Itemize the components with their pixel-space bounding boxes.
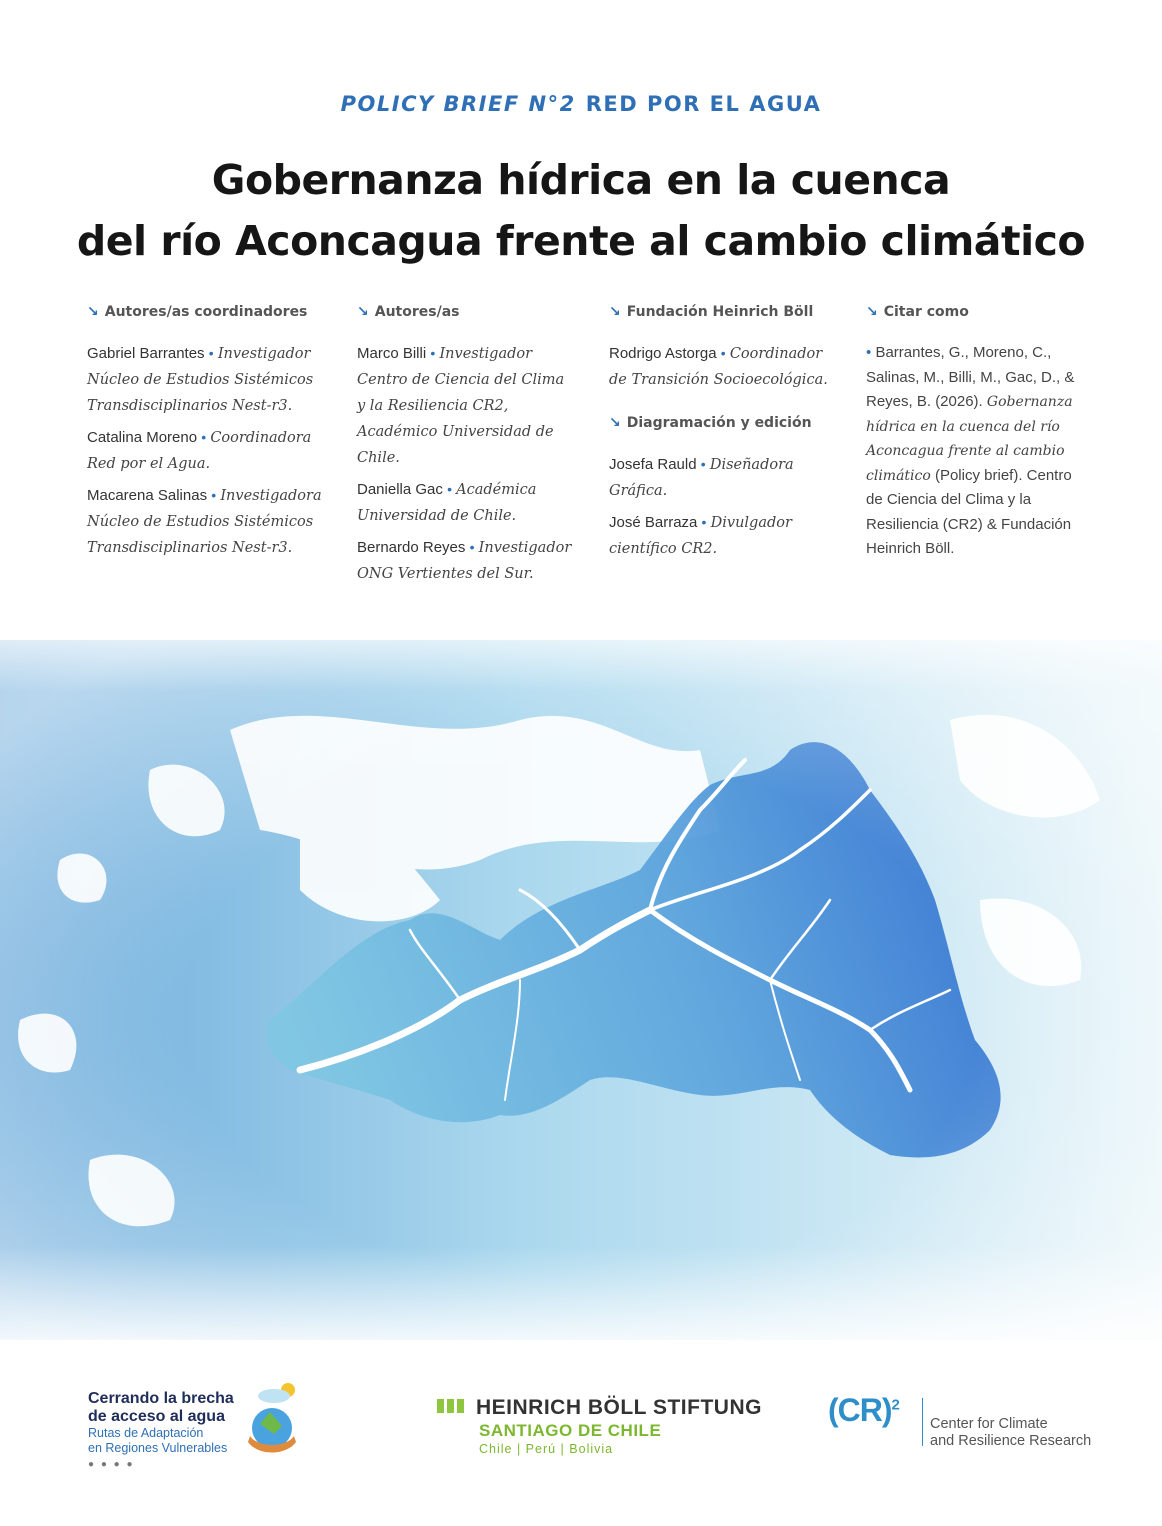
cr2-logo: (CR)$^2$ Center for Climate and Resilience Research [828, 1392, 1092, 1449]
south-east-arrow-icon: ↘ [609, 415, 621, 431]
coordinators-column [87, 304, 332, 567]
author-entry: Gabriel Barrantes • Investigador Núcleo de Estudios Sistémicos Transdisciplinarios Nest-r3. [87, 345, 314, 414]
south-east-arrow-icon: ↘ [87, 304, 99, 320]
foundation-column [609, 304, 834, 568]
author-entry: Marco Billi • Investigador Centro de Ciencia del Clima y la Resiliencia CR2, Académico Universidad de Chile. [357, 345, 565, 466]
foundation-heading: ↘ Fundación Heinrich Böll [609, 304, 814, 320]
partner-logos [0, 1370, 1162, 1490]
author-entry: Daniella Gac • Académica Universidad de Chile. [357, 481, 537, 524]
south-east-arrow-icon: ↘ [609, 304, 621, 320]
cite-heading: ↘ Citar como [866, 304, 969, 320]
cite-column [866, 304, 1081, 562]
title-line-2: del río Aconcagua frente al cambio climático [76, 217, 1086, 265]
author-entry: Bernardo Reyes • Investigador ONG Vertientes del Sur. [357, 539, 572, 582]
author-entry: José Barraza • Divulgador científico CR2. [609, 514, 792, 557]
bullet-dot-icon: • [211, 487, 217, 503]
page-title [0, 150, 1162, 272]
bullet-dot-icon: • [201, 429, 207, 445]
bullet-dot-icon: • [208, 345, 214, 361]
brecha-logo: Cerrando la brecha de acceso al agua Rutas de Adaptación en Regiones Vulnerables ● ● ● ● [88, 1390, 234, 1470]
kicker [0, 92, 1162, 116]
author-entry: Josefa Rauld • Diseñadora Gráfica. [609, 456, 794, 499]
citation-work-title: Gobernanza hídrica en la cuenca del río Aconcagua frente al cambio climático [866, 394, 1073, 484]
kicker-org: RED POR EL AGUA [585, 92, 822, 116]
design-heading: ↘ Diagramación y edición [609, 415, 812, 431]
boell-logo: HEINRICH BÖLL STIFTUNG SANTIAGO DE CHILE Chile | Perú | Bolivia [437, 1396, 762, 1456]
bullet-dot-icon: • [701, 514, 707, 530]
aconcagua-basin-map [0, 600, 1162, 1360]
south-east-arrow-icon: ↘ [866, 304, 878, 320]
flags-icon: ● ● ● ● [88, 1459, 135, 1470]
bullet-dot-icon: • [866, 344, 872, 361]
authors-heading: ↘ Autores/as [357, 304, 460, 320]
authors-column [357, 304, 575, 593]
bullet-dot-icon: • [720, 345, 726, 361]
author-entry: Rodrigo Astorga • Coordinador de Transición Socioecológica. [609, 345, 828, 388]
kicker-series: POLICY BRIEF N°2 [340, 92, 576, 116]
author-entry: Catalina Moreno • Coordinadora Red por el Agua. [87, 429, 312, 472]
globe-hands-icon [230, 1376, 310, 1456]
south-east-arrow-icon: ↘ [357, 304, 369, 320]
citation-text: • Barrantes, G., Moreno, C., Salinas, M., Billi, M., Gac, D., & Reyes, B. (2026). Gobernanza hídrica en la cuenca del río Aconcagua frente al cambio climático (Policy brief). Centro de Ciencia del Clima y la Resiliencia (CR2) & Fundación Heinrich Böll. [866, 344, 1075, 557]
title-line-1: Gobernanza hídrica en la cuenca [211, 156, 951, 204]
bullet-dot-icon: • [447, 481, 452, 497]
author-entry: Macarena Salinas • Investigadora Núcleo de Estudios Sistémicos Transdisciplinarios Nest-r3. [87, 487, 322, 556]
coordinators-heading: ↘ Autores/as coordinadores [87, 304, 308, 320]
bullet-dot-icon: • [430, 345, 436, 361]
bullet-dot-icon: • [700, 456, 706, 472]
bullet-dot-icon: • [469, 539, 475, 555]
